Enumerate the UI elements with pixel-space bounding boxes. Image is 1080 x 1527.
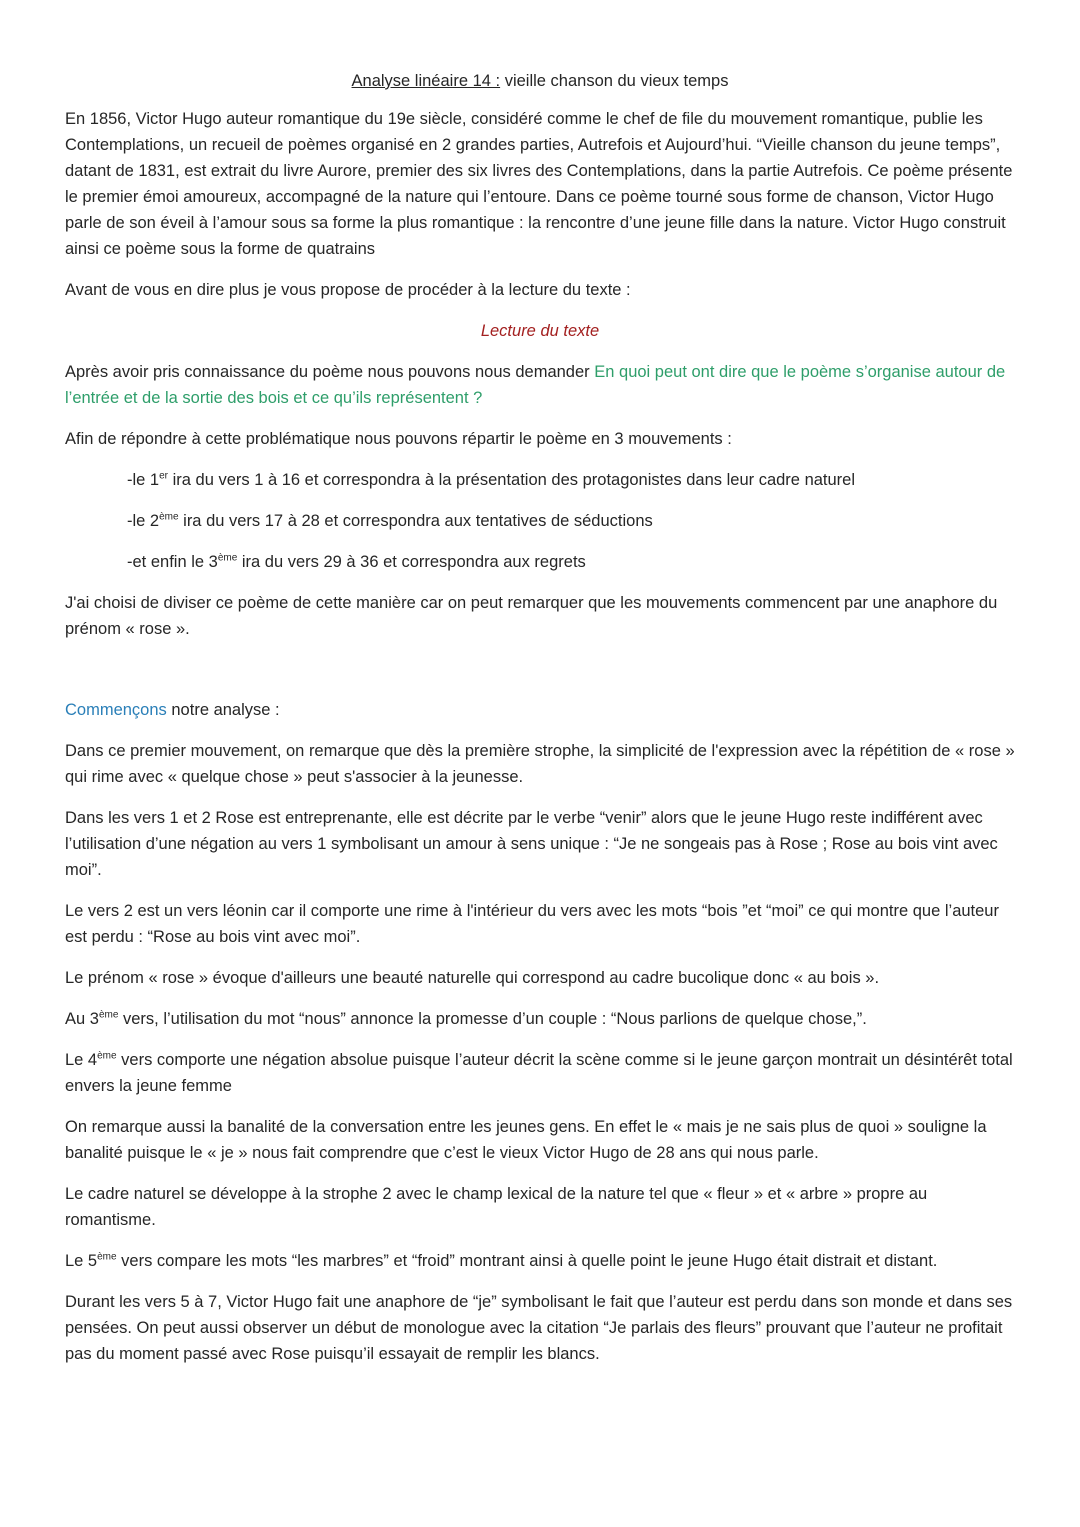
analysis-paragraph: Le cadre naturel se développe à la strophe 2 avec le champ lexical de la nature tel que « fleur » et « arbre » propre au romantisme. bbox=[65, 1185, 928, 1229]
analysis-paragraph: Durant les vers 5 à 7, Victor Hugo fait une anaphore de “je” symbolisant le fait que l’auteur est perdu dans son monde et dans ses pensées. On peut aussi observer un début de monologue avec la citation “Je parlais des fleurs” prouvant que l’auteur ne profitait pas du moment passé avec Rose puisqu’il essayait de remplir les blancs. bbox=[65, 1293, 1013, 1363]
analysis-paragraph: Dans les vers 1 et 2 Rose est entreprenante, elle est décrite par le verbe “venir” alors que le jeune Hugo reste indifférent avec l’utilisation d’une négation au vers 1 symbolisant un amour à sens unique : “Je ne songeais pas à Rose ; Rose au bois vint avec moi”. bbox=[65, 809, 998, 879]
movement-sup: er bbox=[159, 470, 169, 482]
movement-post: ira du vers 17 à 28 et correspondra aux tentatives de séductions bbox=[178, 512, 653, 530]
text-pre: Le 5 bbox=[65, 1252, 98, 1270]
analysis-paragraph: Dans ce premier mouvement, on remarque que dès la première strophe, la simplicité de l'expression avec la répétition de « rose » qui rime avec « quelque chose » peut s'associer à la jeunesse. bbox=[65, 742, 1015, 786]
spacer bbox=[65, 657, 1015, 697]
analysis-paragraph bbox=[65, 1006, 1015, 1032]
movement-sup: ème bbox=[217, 552, 238, 564]
text-post: vers, l’utilisation du mot “nous” annonce la promesse d’un couple : “Nous parlions de quelque chose,”. bbox=[118, 1010, 867, 1028]
text-pre: Le 4 bbox=[65, 1051, 98, 1069]
text-sup: ème bbox=[97, 1251, 117, 1263]
question-lead: Après avoir pris connaissance du poème nous pouvons nous demander bbox=[65, 363, 595, 381]
movement-sup: ème bbox=[159, 511, 179, 523]
text-pre: Au 3 bbox=[65, 1010, 99, 1028]
analysis-paragraph: Le prénom « rose » évoque d'ailleurs une beauté naturelle qui correspond au cadre bucolique donc « au bois ». bbox=[65, 969, 880, 987]
text-post: vers compare les mots “les marbres” et “froid” montrant ainsi à quelle point le jeune Hugo était distrait et distant. bbox=[116, 1252, 938, 1270]
lecture-heading: Lecture du texte bbox=[480, 322, 600, 340]
title-rest: vieille chanson du vieux temps bbox=[500, 72, 729, 90]
problematique: En quoi peut ont dire que le poème s’organise autour de l’entrée et de la sortie des bois et ce qu’ils représentent ? bbox=[65, 363, 1006, 407]
movement-item bbox=[65, 508, 1015, 534]
movement-post: ira du vers 29 à 36 et correspondra aux regrets bbox=[237, 553, 586, 571]
avant-paragraph: Avant de vous en dire plus je vous propose de procéder à la lecture du texte : bbox=[65, 281, 631, 299]
text-sup: ème bbox=[97, 1050, 117, 1062]
text-post: vers comporte une négation absolue puisque l’auteur décrit la scène comme si le jeune garçon montrait un désintérêt total envers la jeune femme bbox=[65, 1051, 1013, 1095]
afin-paragraph: Afin de répondre à cette problématique nous pouvons répartir le poème en 3 mouvements : bbox=[65, 430, 732, 448]
analysis-paragraph: Le vers 2 est un vers léonin car il comporte une rime à l'intérieur du vers avec les mots “bois ”et “moi” ce qui montre que l’auteur est perdu : “Rose au bois vint avec moi”. bbox=[65, 902, 999, 946]
movement-pre: -et enfin le 3 bbox=[127, 553, 218, 571]
movement-pre: -le 1 bbox=[127, 471, 160, 489]
movement-item bbox=[65, 549, 1015, 575]
analysis-paragraph bbox=[65, 1047, 1015, 1099]
movement-post: ira du vers 1 à 16 et correspondra à la présentation des protagonistes dans leur cadre naturel bbox=[168, 471, 856, 489]
question-paragraph bbox=[65, 359, 1015, 411]
commencons-rest: notre analyse : bbox=[166, 701, 280, 719]
analysis-paragraph bbox=[65, 1248, 1015, 1274]
text-sup: ème bbox=[98, 1009, 119, 1021]
document bbox=[65, 68, 1015, 1382]
movement-item bbox=[65, 467, 1015, 493]
title-underlined: Analyse linéaire 14 : bbox=[351, 72, 501, 90]
analysis-paragraph: On remarque aussi la banalité de la conversation entre les jeunes gens. En effet le « mais je ne sais plus de quoi » souligne la banalité puisque le « je » nous fait comprendre que c’est le vieux Victor Hugo de 28 ans qui nous parle. bbox=[65, 1118, 987, 1162]
commencons-word: Commençons bbox=[65, 701, 167, 719]
intro-paragraph: En 1856, Victor Hugo auteur romantique du 19e siècle, considéré comme le chef de file du mouvement romantique, publie les Contemplations, un recueil de poèmes organisé en 2 grandes parties, Autrefois et Aujourd’hui. “Vieille chanson du jeune temps”, datant de 1831, est extrait du livre Aurore, premier des six livres des Contemplations, dans la partie Autrefois. Ce poème présente le premier émoi amoureux, accompagné de la nature qui l’entoure. Dans ce poème tourné sous forme de chanson, Victor Hugo parle de son éveil à l’amour sous sa forme la plus romantique : la rencontre d’une jeune fille dans la nature. Victor Hugo construit ainsi ce poème sous la forme de quatrains bbox=[65, 110, 1013, 258]
choix-paragraph: J'ai choisi de diviser ce poème de cette manière car on peut remarquer que les mouvements commencent par une anaphore du prénom « rose ». bbox=[65, 594, 998, 638]
document-title bbox=[65, 68, 1015, 94]
commencons-heading bbox=[65, 697, 1015, 723]
movement-pre: -le 2 bbox=[127, 512, 160, 530]
